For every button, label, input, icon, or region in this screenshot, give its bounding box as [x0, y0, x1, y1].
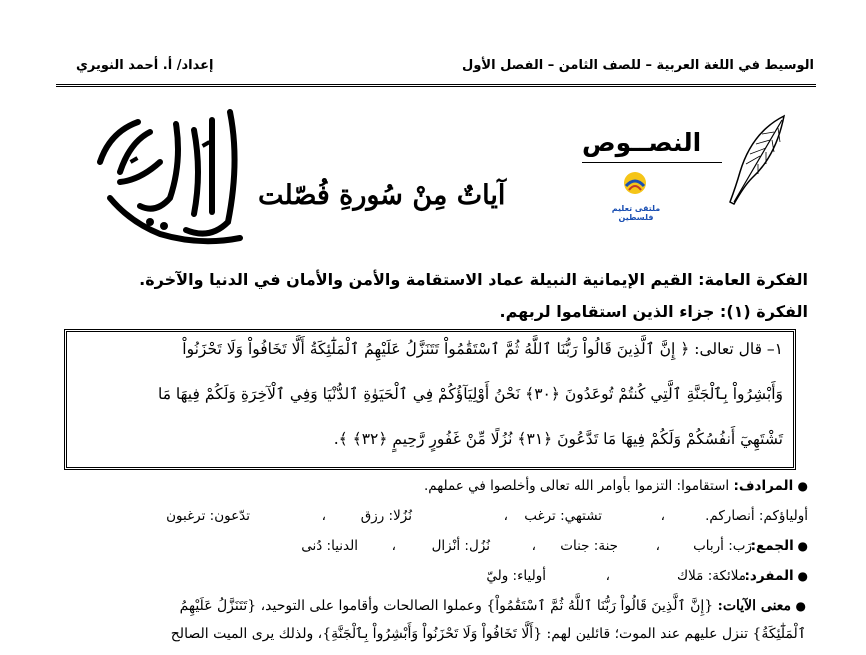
synonyms-heading-row — [424, 478, 808, 494]
plural-label: الجمع: — [750, 538, 794, 554]
header-divider — [56, 84, 816, 87]
idea-one-label: الفكرة (١) — [726, 302, 808, 321]
singular-item: أولياء: وليّ — [486, 568, 546, 584]
main-idea — [139, 270, 808, 289]
bullet-icon: ● — [793, 569, 808, 583]
singular-label-group — [745, 568, 809, 584]
singular-row — [60, 568, 808, 590]
synonyms-label: المرادف: — [733, 478, 794, 494]
separator: ، — [391, 538, 396, 554]
synonym-first: استقاموا: التزموا بأوامر الله تعالى وأخلصوا في عملهم. — [423, 478, 730, 494]
synonym-item: تشتهي: ترغب — [524, 508, 602, 524]
singular-label: المفرد: — [744, 568, 794, 584]
meaning-text-1: {إِنَّ ٱلَّذِينَ قَالُواْ رَبُّنَا ٱللَّهُ ثُمَّ ٱسْتَقَٰمُواْ} وعملوا الصالحات وأقاموا على التوحيد، {تَتَنَزَّلُ عَلَيْهِمُ — [179, 598, 714, 614]
quran-calligraphy-logo — [90, 102, 250, 252]
bullet-icon: ● — [795, 599, 806, 613]
bullet-icon: ● — [797, 479, 808, 493]
meaning-line-2: ٱلْمَلَٰٓئِكَةُ} تنزل عليهم عند الموت؛ قائلين لهم: {أَلَّا تَخَافُواْ وَلَا تَحْزَنُواْ وَأَبْشِرُواْ بِٱلْجَنَّةِ}، ولذلك يرى الميت الصالح — [170, 626, 806, 642]
singular-item: ملائكة: مَلاك — [677, 568, 746, 584]
separator: ، — [655, 538, 660, 554]
separator: ، — [605, 568, 610, 584]
separator: ، — [503, 508, 508, 524]
quill-icon — [722, 112, 792, 208]
separator: ، — [660, 508, 665, 524]
document-header-title: الوسيط في اللغة العربية – للصف الثامن – الفصل الأول — [462, 58, 814, 73]
plural-item: نُزُل: أنْزال — [431, 538, 490, 554]
plural-label-group — [751, 538, 808, 554]
surah-title: آياتٌ مِنْ سُورةِ فُصّلت — [258, 180, 506, 211]
ayah-line-2: وَأَبْشِرُواْ بِٱلْجَنَّةِ ٱلَّتِي كُنتُمْ تُوعَدُونَ ﴿٣٠﴾ نَحْنُ أَوْلِيَآؤُكُمْ فِي ٱلْحَيَوٰةِ ٱلدُّنْيَا وَفِي ٱلْآخِرَةِ وَلَكُمْ فِيهَا مَا — [157, 385, 783, 403]
section-label: النصــوص — [582, 128, 702, 157]
idea-one — [500, 302, 809, 321]
synonym-item: تدّعون: ترغبون — [166, 508, 250, 524]
plural-row — [60, 538, 808, 560]
ayah-line-1: ١– قال تعالى: ﴿ إِنَّ ٱلَّذِينَ قَالُواْ رَبُّنَا ٱللَّهُ ثُمَّ ٱسْتَقَٰمُواْ تَتَنَزَّلُ عَلَيْهِمُ ٱلْمَلَٰٓئِكَةُ أَلَّا تَخَافُواْ وَلَا تَحْزَنُواْ — [182, 340, 783, 358]
synonyms-list — [60, 508, 808, 530]
document-author: إعداد/ أ. أحمد النويري — [76, 58, 214, 73]
section-underline — [582, 162, 722, 163]
meaning-line-1 — [180, 598, 806, 614]
forum-emblem-icon — [622, 170, 648, 196]
meaning-label: معنى الآيات: — [717, 598, 792, 614]
separator: ، — [531, 538, 536, 554]
separator: ، — [321, 508, 326, 524]
idea-one-text: : جزاء الذين استقاموا لربهم. — [499, 302, 727, 321]
plural-item: الدنيا: دُنى — [301, 538, 358, 554]
synonym-item: نُزُلا: رزق — [360, 508, 412, 524]
ayah-line-3: تَشْتَهِيٓ أَنفُسُكُمْ وَلَكُمْ فِيهَا مَا تَدَّعُونَ ﴿٣١﴾ نُزُلًا مِّنْ غَفُورٍ رَّحِيمٍ ﴿٣٢﴾ ﴾. — [333, 430, 783, 448]
plural-item: جنة: جنات — [560, 538, 618, 554]
main-idea-label: الفكرة العامة — [704, 270, 808, 289]
synonym-item: أولياؤكم: أنصاركم. — [705, 508, 808, 524]
forum-logo — [600, 170, 672, 228]
forum-name: ملتقى تعليم فلسطين — [611, 204, 661, 222]
bullet-icon: ● — [793, 539, 808, 553]
plural-item: رَب: أرباب — [693, 538, 752, 554]
ayah-box — [64, 329, 796, 470]
calligraphy-art — [90, 102, 250, 252]
main-idea-text: : القيم الإيمانية النبيلة عماد الاستقامة والأمن والأمان في الدنيا والآخرة. — [139, 270, 705, 289]
